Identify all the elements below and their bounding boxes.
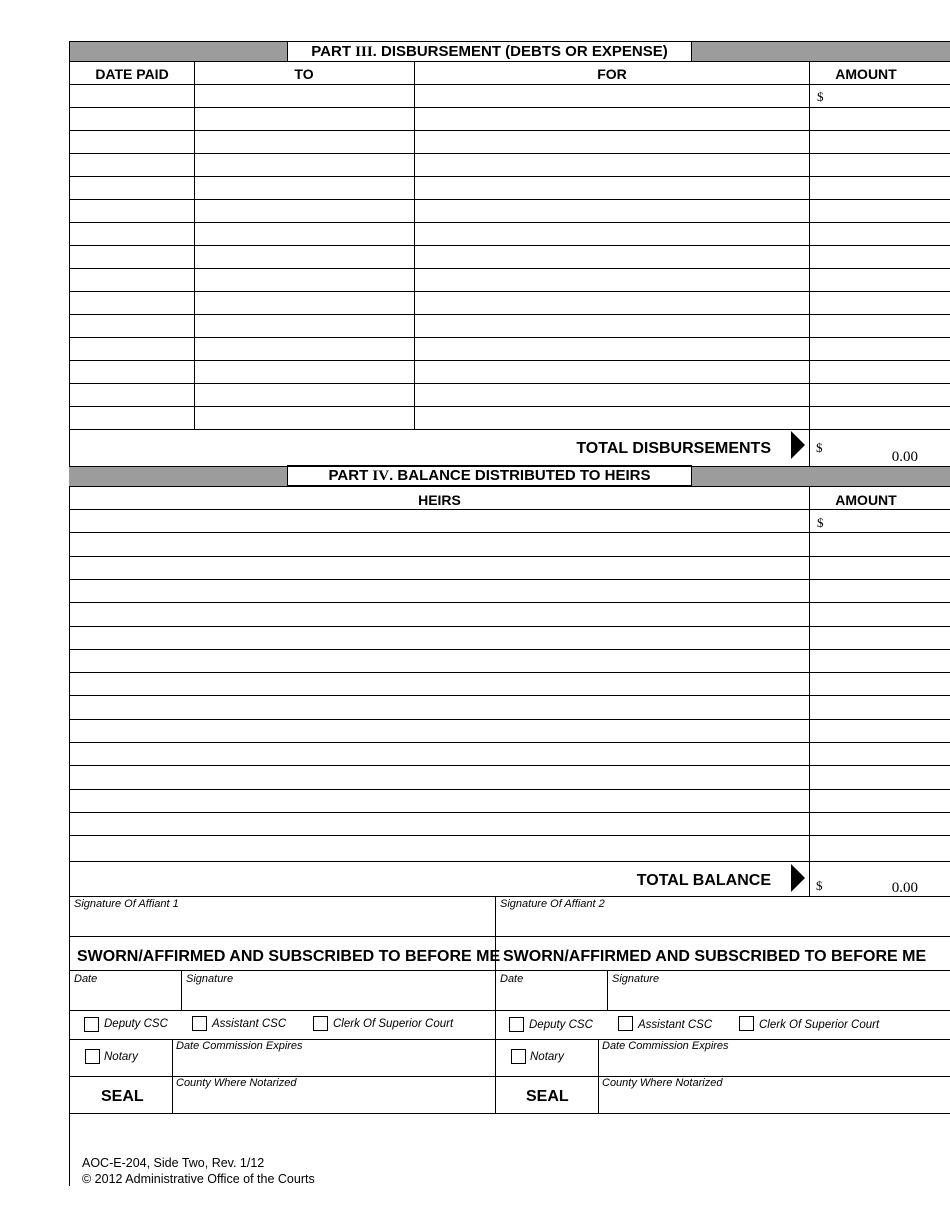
sworn-heading-left: SWORN/AFFIRMED AND SUBSCRIBED TO BEFORE ME [77, 948, 501, 965]
total-disbursements-label: TOTAL DISBURSEMENTS [576, 440, 771, 457]
col-for: FOR [597, 66, 627, 82]
total-balance-dollar: $ [816, 878, 823, 893]
left-assistant-csc-checkbox[interactable] [192, 1016, 207, 1031]
part3-row-line [69, 314, 950, 315]
col-to: TO [294, 66, 314, 82]
part3-rows-bottom [69, 429, 950, 430]
part3-row-line [69, 406, 950, 407]
part4-row-line [69, 532, 950, 533]
left-notary-checkbox[interactable] [85, 1049, 100, 1064]
part3-first-dollar: $ [817, 89, 824, 104]
affiant-bottom-line [69, 936, 950, 937]
part4-row-line [69, 719, 950, 720]
left-signature-label: Signature [186, 973, 234, 985]
right-commission-label: Date Commission Expires [602, 1040, 729, 1052]
col-date-paid: DATE PAID [95, 66, 169, 82]
right-deputy-csc-label: Deputy CSC [529, 1019, 593, 1031]
part4-header-bottom [69, 486, 950, 487]
right-signature-label: Signature [612, 973, 660, 985]
part3-row-line [69, 291, 950, 292]
left-border [69, 41, 70, 1186]
part4-row-line [69, 835, 950, 836]
total-disbursements-value: 0.00 [891, 449, 918, 465]
signature-mid-sep [495, 896, 496, 1114]
total-balance-arrow-icon [791, 864, 805, 892]
affiant1-signature-label: Signature Of Affiant 1 [74, 898, 179, 910]
left-assistant-csc-label: Assistant CSC [212, 1018, 287, 1030]
right-date-label: Date [500, 973, 524, 985]
right-notary-label: Notary [530, 1051, 564, 1063]
total-balance-value: 0.00 [891, 880, 918, 896]
part4-rows-bottom [69, 861, 950, 862]
part3-top-line [69, 41, 950, 42]
left-deputy-csc-checkbox[interactable] [84, 1017, 99, 1032]
part3-row-line [69, 153, 950, 154]
part4-first-dollar: $ [817, 515, 824, 530]
part4-row-line [69, 556, 950, 557]
right-deputy-csc-checkbox[interactable] [509, 1017, 524, 1032]
date-row-top [69, 970, 950, 971]
left-date-label: Date [74, 973, 98, 985]
left-notary-label: Notary [104, 1051, 138, 1063]
part4-row-line [69, 812, 950, 813]
part4-row-line [69, 695, 950, 696]
right-assistant-csc-label: Assistant CSC [638, 1019, 713, 1031]
part4-row-line [69, 789, 950, 790]
total-disbursements-arrow-icon [791, 431, 805, 459]
total-disbursements-dollar: $ [816, 440, 823, 455]
part3-row-line [69, 199, 950, 200]
sworn-heading-right: SWORN/AFFIRMED AND SUBSCRIBED TO BEFORE ME [503, 948, 927, 965]
right-seal-label: SEAL [526, 1088, 569, 1105]
left-date-sep [181, 970, 182, 1010]
left-deputy-csc-label: Deputy CSC [104, 1018, 168, 1030]
col-amount: AMOUNT [835, 66, 897, 82]
affiant2-signature-label: Signature Of Affiant 2 [500, 898, 605, 910]
part4-top-line [69, 466, 950, 467]
right-date-sep [607, 970, 608, 1010]
part3-row-line [69, 222, 950, 223]
part4-row-line [69, 509, 950, 510]
seal-row-bottom [69, 1113, 950, 1114]
part3-row-line [69, 360, 950, 361]
part4-row-line [69, 626, 950, 627]
total-balance-label: TOTAL BALANCE [636, 872, 771, 889]
col-heirs: HEIRS [418, 492, 461, 508]
part4-row-line [69, 602, 950, 603]
col-heirs-amount: AMOUNT [835, 492, 897, 508]
part3-row-line [69, 245, 950, 246]
part3-row-line [69, 130, 950, 131]
left-seal-label: SEAL [101, 1088, 144, 1105]
part3-row-line [69, 268, 950, 269]
right-county-label: County Where Notarized [602, 1077, 723, 1089]
left-clerk-label: Clerk Of Superior Court [333, 1018, 454, 1030]
part4-row-line [69, 672, 950, 673]
footer [82, 1155, 315, 1187]
right-clerk-checkbox[interactable] [739, 1016, 754, 1031]
part3-row-line [69, 383, 950, 384]
part3-row-line [69, 107, 950, 108]
left-clerk-checkbox[interactable] [313, 1016, 328, 1031]
part4-row-line [69, 579, 950, 580]
part3-row-line [69, 176, 950, 177]
right-notary-checkbox[interactable] [511, 1049, 526, 1064]
part4-row-line [69, 742, 950, 743]
left-county-label: County Where Notarized [176, 1077, 297, 1089]
part4-row-line [69, 649, 950, 650]
part3-row-line [69, 84, 950, 85]
left-commission-label: Date Commission Expires [176, 1040, 303, 1052]
date-row-bottom [69, 1010, 950, 1011]
part3-title: PART III. DISBURSEMENT (DEBTS OR EXPENSE) [287, 41, 692, 62]
form-id: AOC-E-204, Side Two, Rev. 1/12 [82, 1156, 265, 1170]
part3-row-line [69, 337, 950, 338]
signature-top-line [69, 896, 950, 897]
right-clerk-label: Clerk Of Superior Court [759, 1019, 880, 1031]
part4-row-line [69, 765, 950, 766]
part4-title: PART IV. BALANCE DISTRIBUTED TO HEIRS [287, 465, 692, 486]
right-assistant-csc-checkbox[interactable] [618, 1016, 633, 1031]
part3-header-bottom [69, 61, 950, 62]
copyright: © 2012 Administrative Office of the Courts [82, 1172, 315, 1186]
